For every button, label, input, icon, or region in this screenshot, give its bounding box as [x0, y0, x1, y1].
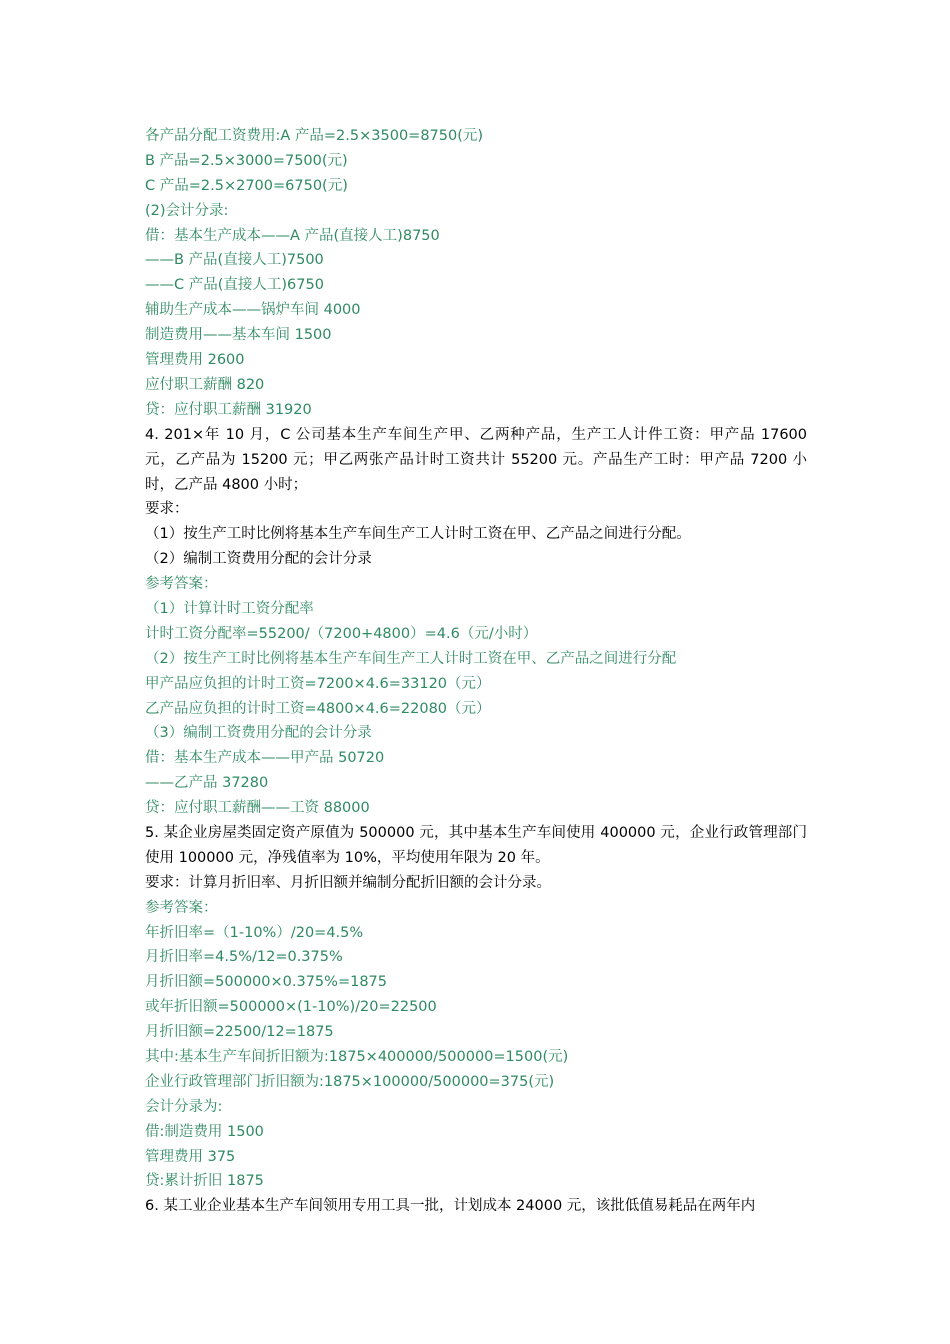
answer-line: 月折旧额=22500/12=1875 [145, 1024, 334, 1041]
answer-line: 各产品分配工资费用:A 产品=2.5×3500=8750(元) [145, 128, 484, 144]
answer-line: ——乙产品 37280 [145, 775, 269, 792]
answer-line: 年折旧率=（1-10%）/20=4.5% [145, 924, 364, 941]
document-page [145, 124, 807, 1219]
answer-line: （3）编制工资费用分配的会计分录 [145, 725, 372, 742]
answer-line: 贷：应付职工薪酬 31920 [145, 401, 312, 418]
answer-line: B 产品=2.5×3000=7500(元) [145, 152, 348, 169]
answer-line: 贷:累计折旧 1875 [145, 1173, 264, 1190]
answer-line: 制造费用——基本车间 1500 [145, 327, 332, 344]
answer-line: (2)会计分录: [145, 202, 229, 219]
answer-line: 乙产品应负担的计时工资=4800×4.6=22080（元） [145, 700, 491, 717]
requirement-title: 要求： [145, 501, 189, 518]
answer-line: ——B 产品(直接人工)7500 [145, 252, 324, 269]
question-4-text: 4. 201×年 10 月，C 公司基本生产车间生产甲、乙两种产品，生产工人计件工资：甲产品 17600 元，乙产品为 15200 元；甲乙两张产品计时工资共计 55200 元。产品生产工时：甲产品 7200 小时，乙产品 4800 小时； [145, 426, 807, 493]
answer-line: ——C 产品(直接人工)6750 [145, 277, 324, 294]
answer-line: 甲产品应负担的计时工资=7200×4.6=33120（元） [145, 675, 491, 692]
requirement-item: 要求：计算月折旧率、月折旧额并编制分配折旧额的会计分录。 [145, 874, 551, 891]
answer-line: 借:制造费用 1500 [145, 1123, 264, 1140]
answer-line: 借：基本生产成本——A 产品(直接人工)8750 [145, 227, 440, 244]
answer-line: 借：基本生产成本——甲产品 50720 [145, 750, 385, 767]
answer-line: 管理费用 2600 [145, 352, 245, 369]
answer-line: C 产品=2.5×2700=6750(元) [145, 177, 348, 194]
question-6-text: 6. 某工业企业基本生产车间领用专用工具一批，计划成本 24000 元，该批低值易耗品在两年内 [145, 1198, 756, 1215]
answer-line: 企业行政管理部门折旧额为:1875×100000/500000=375(元) [145, 1073, 555, 1090]
answer-line: （2）按生产工时比例将基本生产车间生产工人计时工资在甲、乙产品之间进行分配 [145, 650, 677, 667]
answer-line: 月折旧额=500000×0.375%=1875 [145, 974, 387, 991]
answer-line: 会计分录为: [145, 1098, 223, 1115]
requirement-item: （2）编制工资费用分配的会计分录 [145, 551, 372, 568]
answer-line: 管理费用 375 [145, 1148, 236, 1165]
answer-line: 贷：应付职工薪酬——工资 88000 [145, 800, 370, 817]
answer-title: 参考答案： [145, 899, 218, 916]
answer-line: 其中:基本生产车间折旧额为:1875×400000/500000=1500(元) [145, 1049, 569, 1066]
answer-line: 月折旧率=4.5%/12=0.375% [145, 949, 343, 966]
answer-line: 应付职工薪酬 820 [145, 376, 265, 393]
answer-line: 或年折旧额=500000×(1-10%)/20=22500 [145, 999, 437, 1016]
question-5-text: 5. 某企业房屋类固定资产原值为 500000 元，其中基本生产车间使用 400000 元，企业行政管理部门使用 100000 元，净残值率为 10%，平均使用年限为 20 年。 [145, 824, 807, 866]
answer-line: （1）计算计时工资分配率 [145, 600, 314, 617]
requirement-item: （1）按生产工时比例将基本生产车间生产工人计时工资在甲、乙产品之间进行分配。 [145, 526, 691, 543]
answer-line: 计时工资分配率=55200/（7200+4800）=4.6（元/小时） [145, 625, 538, 642]
answer-title: 参考答案： [145, 576, 218, 593]
answer-line: 辅助生产成本——锅炉车间 4000 [145, 302, 361, 319]
